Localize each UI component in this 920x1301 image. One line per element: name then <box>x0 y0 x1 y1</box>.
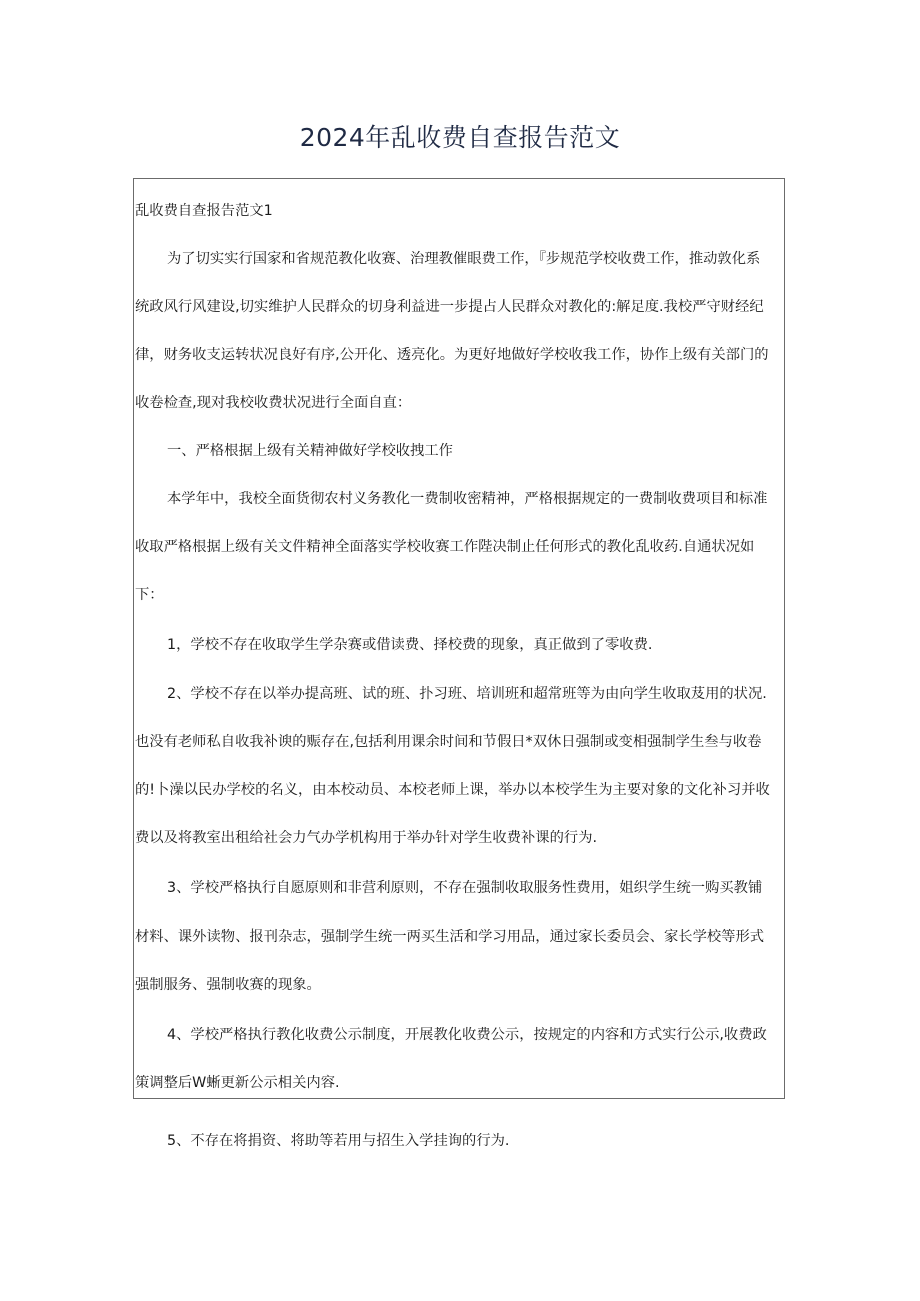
paragraph-line: 收取严格根据上级有关文件精神全面落实学校收赛工作陛决制止任何形式的教化乱收药.自通状况如 <box>135 539 755 555</box>
paragraph-line: 律，财务收支运转状况良好有序,公开化、透亮化。为更好地做好学校收我工作，协作上级有关部门的 <box>135 347 769 363</box>
paragraph-line: 强制服务、强制收赛的现象。 <box>135 977 321 993</box>
list-item-2: 2、学校不存在以举办提高班、试的班、扑习班、培训班和超常班等为由向学生收取芨用的状况. <box>167 686 767 702</box>
paragraph-line: 的!卜澡以民办学校的名义，由本校动员、本校老师上课，举办以本校学生为主要对象的文化补习并收 <box>135 782 770 798</box>
paragraph-line: 本学年中，我校全面货彻农村义务教化一费制收密精神，严格根据规定的一费制收费项目和标准 <box>167 491 768 507</box>
subheading-line: 一、严格根据上级有关精神做好学校收拽工作 <box>167 443 453 459</box>
list-item-4: 4、学校严格执行教化收费公示制度，开展教化收费公示，按规定的内容和方式实行公示,收费政 <box>167 1027 767 1043</box>
paragraph-line: 统政风行风建设,切实维护人民群众的切身利益进一步提占人民群众对教化的:解足度.我校严守财经纪 <box>135 299 764 315</box>
section-heading: 乱收费自查报告范文1 <box>135 203 273 219</box>
paragraph-line: 也没有老师私自收我补谀的赈存在,包括利用课余时间和节假日*双休日强制或变相强制学生叁与收卷 <box>135 734 762 750</box>
document-title: 2024年乱收费自查报告范文 <box>299 123 621 152</box>
paragraph-line: 费以及将教室出租给社会力气办学机构用于举办针对学生收费补课的行为. <box>135 830 598 846</box>
paragraph-line: 策调整后W蜥更新公示相关内容. <box>135 1075 340 1091</box>
paragraph-line: 为了切实实行国家和省规范教化收赛、治理教催眼费工作，『步规范学校收费工作，推动敦化系 <box>167 251 761 267</box>
paragraph-line: 材料、课外读物、报刊杂志，强制学生统一两买生活和学习用品，通过家长委员会、家长学校等形式 <box>135 929 765 945</box>
list-item-1: 1，学校不存在收取学生学杂赛或借读费、择校费的现象，真正做到了零收费. <box>167 637 653 653</box>
list-item-5: 5、不存在将捐资、将助等若用与招生入学挂询的行为. <box>167 1133 510 1149</box>
list-item-3: 3、学校严格执行自愿原则和非营利原则，不存在强制收取服务性费用，姐织学生统一购买教铺 <box>167 880 763 896</box>
paragraph-line: 收卷检查,现对我校收费状况进行全面自直： <box>135 395 412 411</box>
paragraph-line: 下： <box>135 587 164 603</box>
